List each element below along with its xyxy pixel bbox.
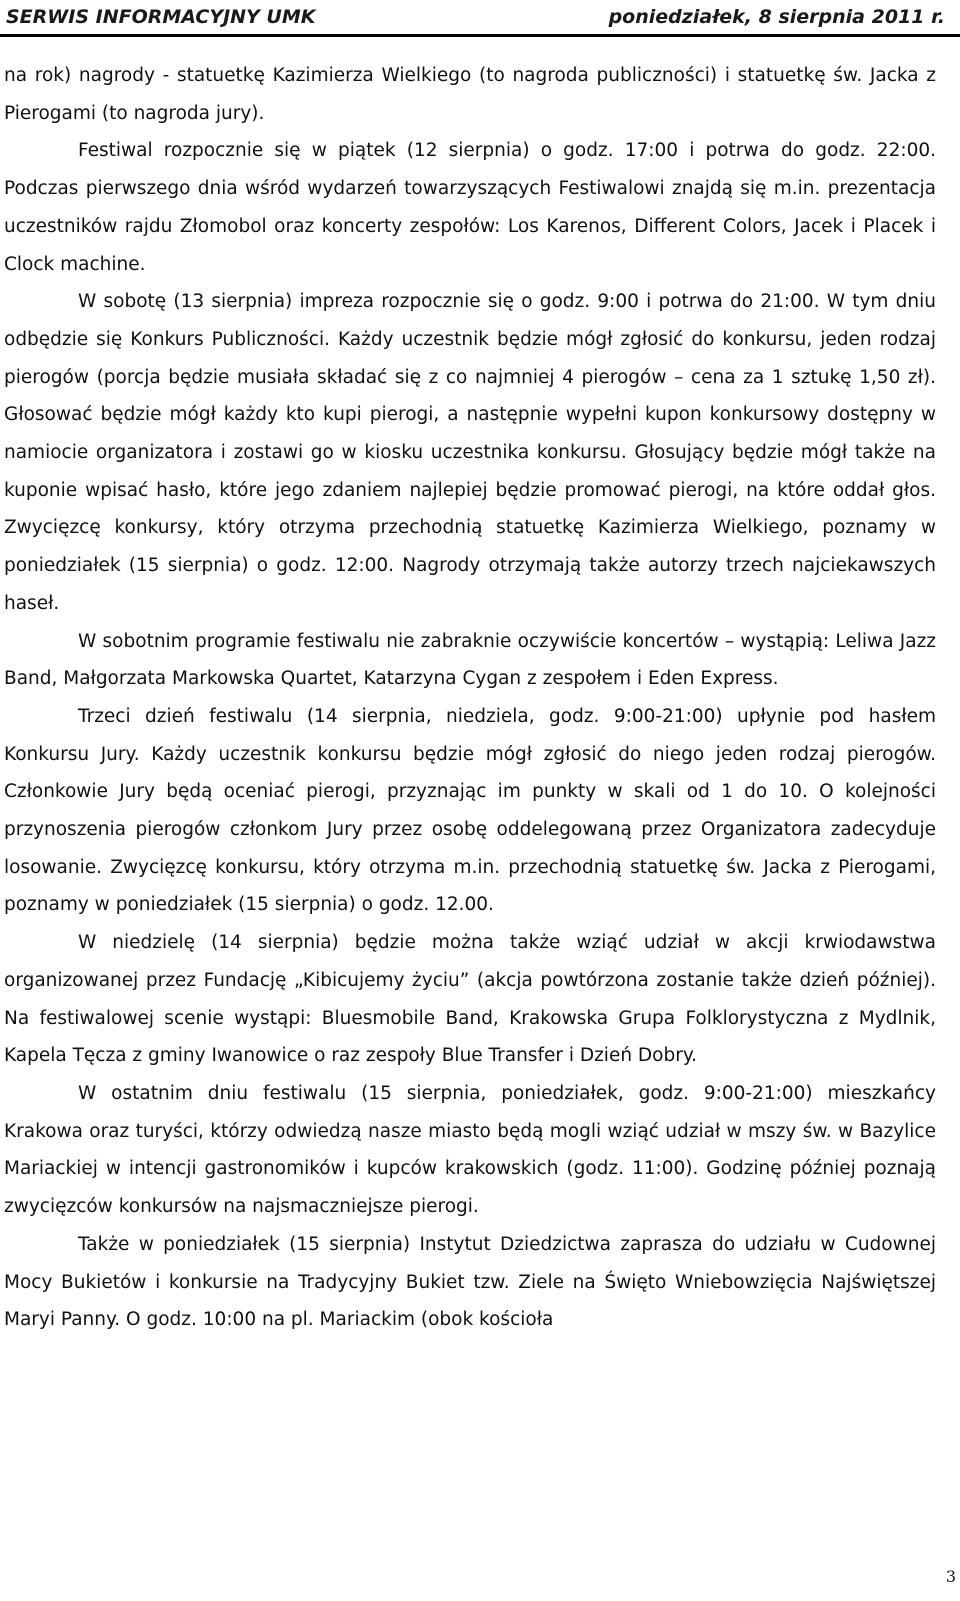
page-header: [0, 0, 960, 34]
publication-title: SERWIS INFORMACYJNY UMK: [6, 6, 316, 28]
paragraph: W sobotnim programie festiwalu nie zabraknie oczywiście koncertów – wystąpią: Leliwa Jazz Band, Małgorzata Markowska Quartet, Katarzyna Cygan z zespołem i Eden Express.: [4, 630, 936, 690]
paragraph: Trzeci dzień festiwalu (14 sierpnia, niedziela, godz. 9:00-21:00) upłynie pod hasłem Konkursu Jury. Każdy uczestnik konkursu będzie mógł zgłosić do niego jeden rodzaj pierogów. Członkowie Jury będą oceniać pierogi, przyznając im punkty w skali od 1 do 10. O kolejności przynoszenia pierogów członkom Jury przez osobę oddelegowaną przez Organizatora zadecyduje losowanie. Zwycięzcę konkursu, który otrzyma m.in. przechodnią statuetkę św. Jacka z Pierogami, poznamy w poniedziałek (15 sierpnia) o godz. 12.00.: [4, 705, 936, 916]
publication-date: poniedziałek, 8 sierpnia 2011 r.: [608, 6, 945, 28]
paragraph: Festiwal rozpocznie się w piątek (12 sierpnia) o godz. 17:00 i potrwa do godz. 22:00. Podczas pierwszego dnia wśród wydarzeń towarzyszących Festiwalowi znajdą się m.in. prezentacja uczestników rajdu Złomobol oraz koncerty zespołów: Los Karenos, Different Colors, Jacek i Placek i Clock machine.: [4, 140, 936, 275]
paragraph: na rok) nagrody - statuetkę Kazimierza Wielkiego (to nagroda publiczności) i statuetkę św. Jacka z Pierogami (to nagroda jury).: [4, 65, 936, 124]
paragraph: W sobotę (13 sierpnia) impreza rozpocznie się o godz. 9:00 i potrwa do 21:00. W tym dniu odbędzie się Konkurs Publiczności. Każdy uczestnik będzie mógł zgłosić do konkursu, jeden rodzaj pierogów (porcja będzie musiała składać się z co najmniej 4 pierogów – cena za 1 sztukę 1,50 zł). Głosować będzie mógł każdy kto kupi pierogi, a następnie wypełni kupon konkursowy dostępny w namiocie organizatora i zostawi go w kiosku uczestnika konkursu. Głosujący będzie mógł także na kuponie wpisać hasło, które jego zdaniem najlepiej będzie promować pierogi, na które oddał głos. Zwycięzcę konkursy, który otrzyma przechodnią statuetkę Kazimierza Wielkiego, poznamy w poniedziałek (15 sierpnia) o godz. 12:00. Nagrody otrzymają także autorzy trzech najciekawszych haseł.: [4, 291, 936, 614]
header-divider: [0, 34, 960, 37]
article-body: [4, 57, 936, 1339]
paragraph: W niedzielę (14 sierpnia) będzie można także wziąć udział w akcji krwiodawstwa organizowanej przez Fundację „Kibicujemy życiu” (akcja powtórzona zostanie także dzień później). Na festiwalowej scenie wystąpi: Bluesmobile Band, Krakowska Grupa Folklorystyczna z Mydlnik, Kapela Tęcza z gminy Iwanowice o raz zespoły Blue Transfer i Dzień Dobry.: [4, 932, 936, 1067]
paragraph: W ostatnim dniu festiwalu (15 sierpnia, poniedziałek, godz. 9:00-21:00) mieszkańcy Krakowa oraz turyści, którzy odwiedzą nasze miasto będą mogli wziąć udział w mszy św. w Bazylice Mariackiej w intencji gastronomików i kupców krakowskich (godz. 11:00). Godzinę później poznają zwycięzców konkursów na najsmaczniejsze pierogi.: [4, 1082, 936, 1218]
paragraph: Także w poniedziałek (15 sierpnia) Instytut Dziedzictwa zaprasza do udziału w Cudownej Mocy Bukietów i konkursie na Tradycyjny Bukiet tzw. Ziele na Święto Wniebowzięcia Najświętszej Maryi Panny. O godz. 10:00 na pl. Mariackim (obok kościoła: [4, 1233, 936, 1331]
page-number: 3: [945, 1567, 956, 1586]
